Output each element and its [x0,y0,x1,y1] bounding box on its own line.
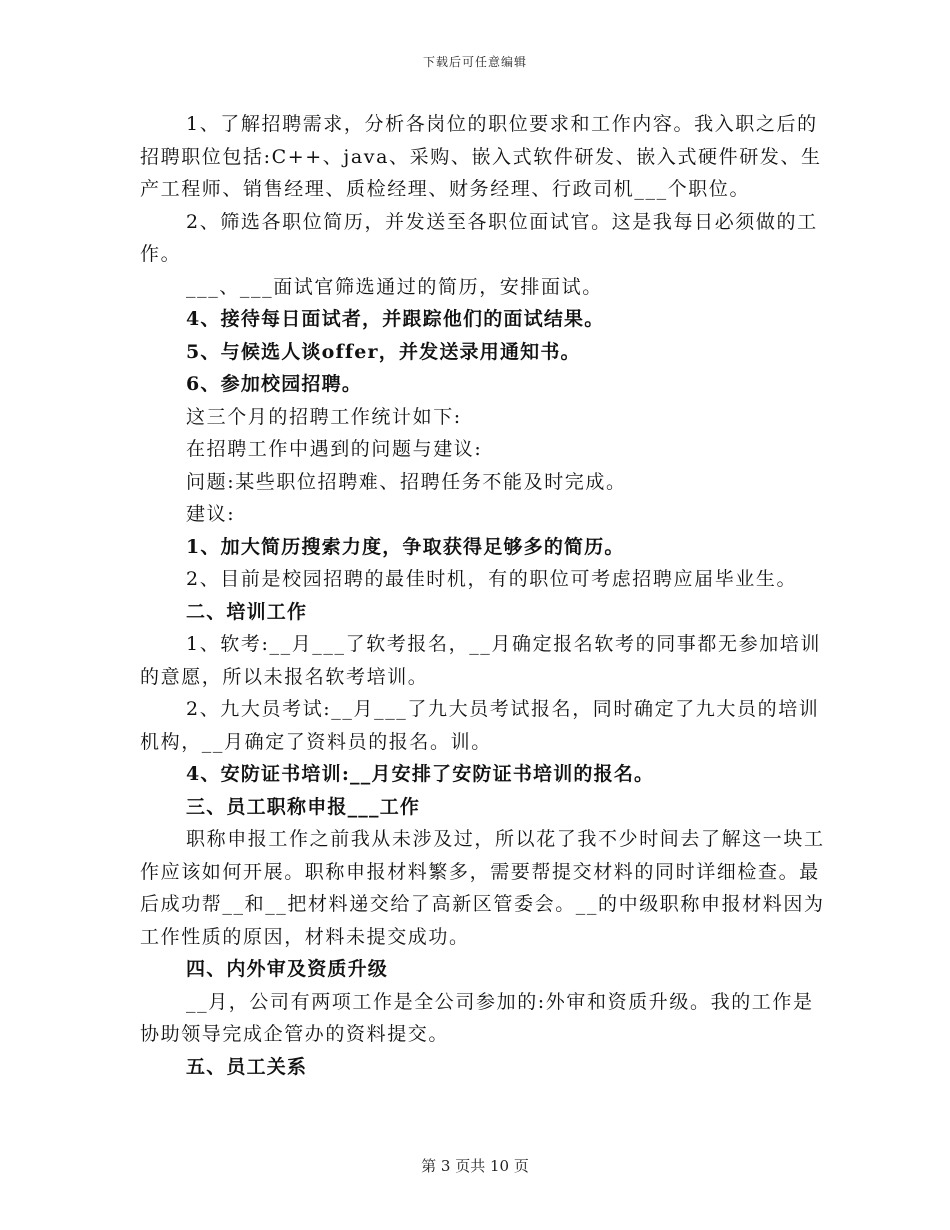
paragraph-9: 问题:某些职位招聘难、招聘任务不能及时完成。 [186,470,627,493]
paragraph-2: 2、筛选各职位简历，并发送至各职位面试官。这是我每日必须做的工作。 [140,210,818,265]
page-header: 下载后可任意编辑 [422,55,527,69]
paragraph-18: 职称申报工作之前我从未涉及过，所以花了我不少时间去了解这一块工作应该如何开展。职称申报材料繁多，需要帮提交材料的同时详细检查。最后成功帮__和__把材料递交给了高新区管委会。__的中级职称申报材料因为工作性质的原因，材料未提交成功。 [140,828,825,948]
paragraph-11: 1、加大简历搜索力度，争取获得足够多的简历。 [186,535,625,558]
paragraph-3: ___、___面试官筛选通过的简历，安排面试。 [186,275,603,298]
section-heading-training: 二、培训工作 [186,600,308,623]
paragraph-16: 4、安防证书培训:__月安排了安防证书培训的报名。 [186,763,655,785]
section-heading-audit: 四、内外审及资质升级 [186,958,389,980]
paragraph-8: 在招聘工作中遇到的问题与建议: [186,438,483,460]
document-body [140,108,830,1083]
paragraph-15: 2、九大员考试:__月___了九大员考试报名，同时确定了九大员的培训机构，__月确定了资料员的报名。训。 [140,698,820,753]
section-heading-title-application: 三、员工职称申报___工作 [186,795,421,818]
paragraph-14: 1、软考:__月___了软考报名，__月确定报名软考的同事都无参加培训的意愿，所以未报名软考培训。 [140,633,821,688]
page-footer: 第 3 页共 10 页 [421,1157,529,1175]
paragraph-7: 这三个月的招聘工作统计如下: [186,405,462,428]
paragraph-10: 建议: [186,503,236,525]
paragraph-6: 6、参加校园招聘。 [186,373,363,395]
paragraph-20: __月，公司有两项工作是全公司参加的:外审和资质升级。我的工作是协助领导完成企管办的资料提交。 [140,990,814,1045]
paragraph-1: 1、了解招聘需求，分析各岗位的职位要求和工作内容。我入职之后的招聘职位包括:C++、java、采购、嵌入式软件研发、嵌入式硬件研发、生产工程师、销售经理、质检经理、财务经理、行政司机___个职位。 [140,113,822,200]
paragraph-12: 2、目前是校园招聘的最佳时机，有的职位可考虑招聘应届毕业生。 [186,568,798,590]
paragraph-4: 4、接待每日面试者，并跟踪他们的面试结果。 [186,308,605,330]
paragraph-5: 5、与候选人谈offer，并发送录用通知书。 [186,340,581,363]
section-heading-employee-relations: 五、员工关系 [186,1055,308,1078]
